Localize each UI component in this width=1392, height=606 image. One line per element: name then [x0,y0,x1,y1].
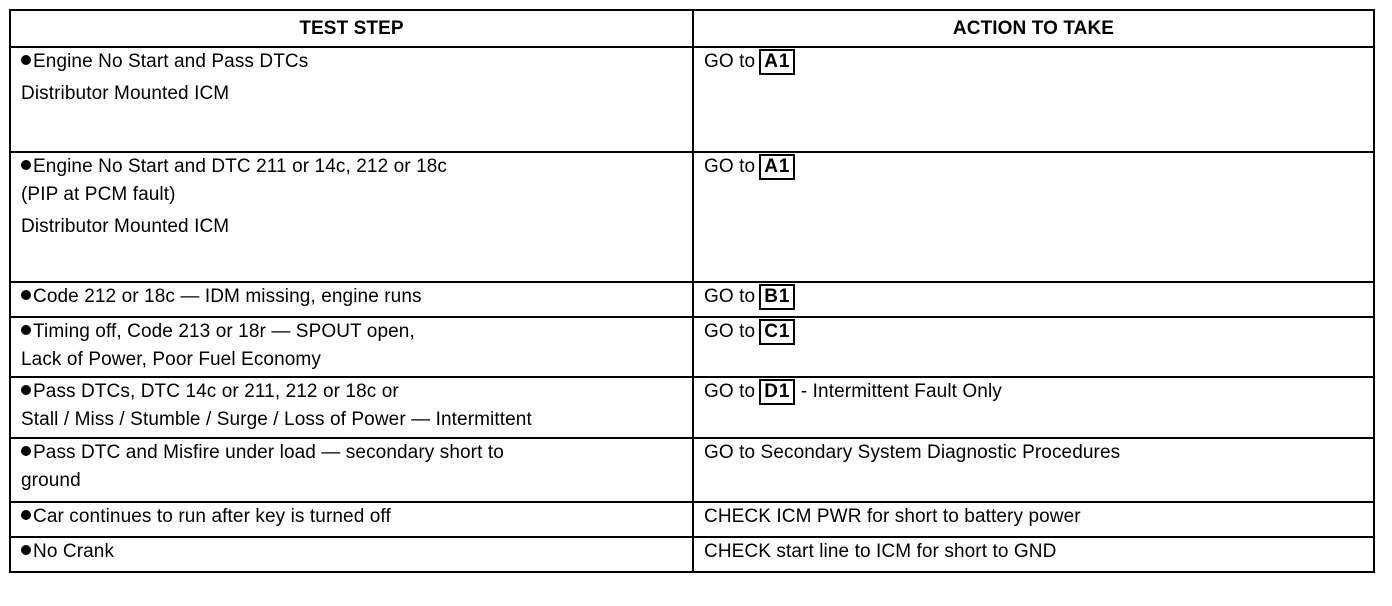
header-test-step: TEST STEP [10,10,693,47]
action-cell [693,502,1374,537]
action-cell [693,438,1374,502]
action-suffix: - Intermittent Fault Only [800,381,1002,402]
test-step-cell [10,377,693,438]
action-text: GO to [704,286,756,307]
table-row [10,438,1374,502]
action-text: GO to Secondary System Diagnostic Procedures [704,442,1121,463]
step-line: Stall / Miss / Stumble / Surge / Loss of Power — Intermittent [21,409,532,430]
action-cell [693,377,1374,438]
table-row [10,152,1374,282]
step-line: Code 212 or 18c — IDM missing, engine runs [21,283,692,311]
test-step-cell [10,502,693,537]
step-reference-box: B1 [759,284,795,310]
test-step-cell [10,537,693,572]
step-line: (PIP at PCM fault) [21,184,176,205]
bullet-icon [21,385,31,395]
step-reference-box: D1 [759,379,795,405]
bullet-icon [21,160,31,170]
step-line: Distributor Mounted ICM [21,216,230,237]
action-text: GO to [704,156,756,177]
step-reference-box: A1 [759,49,795,75]
action-text: GO to [704,321,756,342]
step-line: Pass DTCs, DTC 14c or 211, 212 or 18c or [21,378,692,406]
step-line: No Crank [21,538,692,566]
bullet-icon [21,545,31,555]
test-step-cell [10,152,693,282]
bullet-icon [21,510,31,520]
bullet-icon [21,55,31,65]
bullet-icon [21,446,31,456]
action-cell [693,282,1374,317]
table-row [10,47,1374,152]
test-step-cell [10,438,693,502]
step-line: Pass DTC and Misfire under load — secondary short to [21,439,692,467]
step-line: Engine No Start and Pass DTCs [21,48,692,76]
table-row [10,317,1374,377]
bullet-icon [21,325,31,335]
table-row [10,537,1374,572]
test-step-cell [10,317,693,377]
action-cell [693,152,1374,282]
action-cell [693,47,1374,152]
table-row [10,502,1374,537]
header-row [10,10,1374,47]
table-row [10,377,1374,438]
step-reference-box: C1 [759,319,795,345]
action-cell [693,317,1374,377]
test-step-cell [10,47,693,152]
step-reference-box: A1 [759,154,795,180]
step-line: ground [21,470,81,491]
table-row [10,282,1374,317]
step-line: Lack of Power, Poor Fuel Economy [21,349,321,370]
step-line: Distributor Mounted ICM [21,83,230,104]
step-line: Car continues to run after key is turned off [21,503,692,531]
step-line: Engine No Start and DTC 211 or 14c, 212 or 18c [21,153,692,181]
test-step-cell [10,282,693,317]
action-text: CHECK ICM PWR for short to battery power [704,506,1081,527]
header-action: ACTION TO TAKE [693,10,1374,47]
action-text: GO to [704,381,756,402]
step-line: Timing off, Code 213 or 18r — SPOUT open, [21,318,692,346]
action-cell [693,537,1374,572]
action-text: CHECK start line to ICM for short to GND [704,541,1057,562]
action-text: GO to [704,51,756,72]
bullet-icon [21,290,31,300]
diagnostic-table [9,9,1375,573]
